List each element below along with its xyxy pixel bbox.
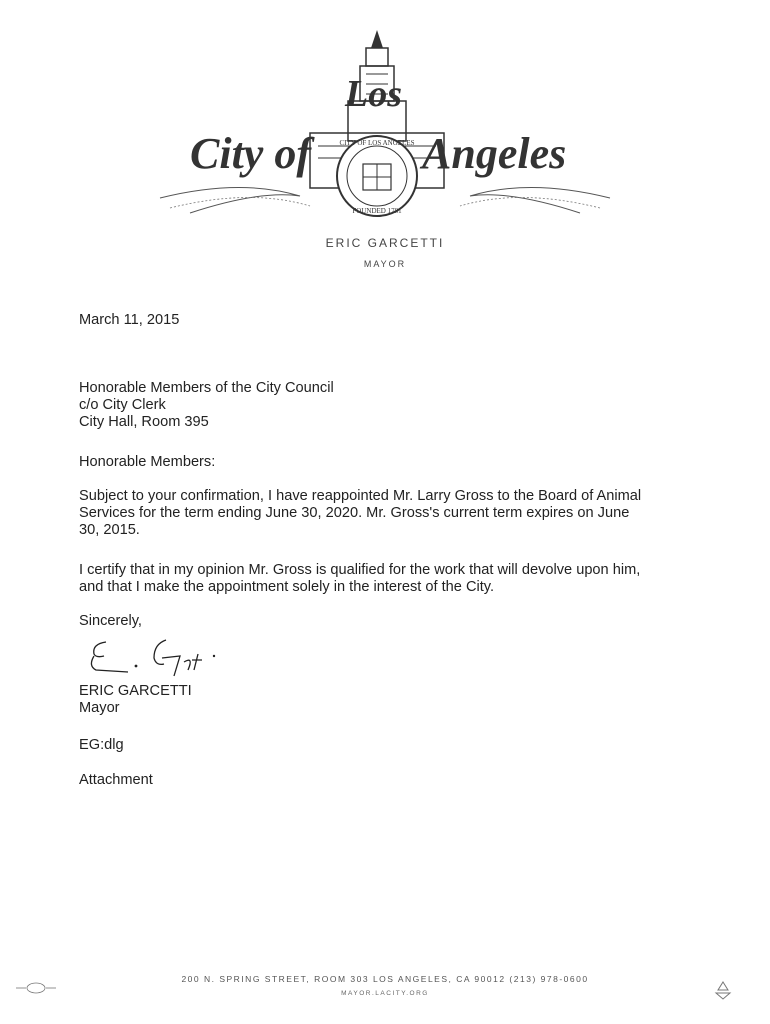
seal-wordmark-left: City of <box>190 129 311 178</box>
footer-address: 200 N. SPRING STREET, ROOM 303 LOS ANGELES, CA 90012 (213) 978-0600 <box>181 974 589 984</box>
recipient-address <box>79 380 679 431</box>
enclosure-note: Attachment <box>79 772 153 788</box>
address-line: c/o City Clerk <box>79 397 166 413</box>
letter-date: March 11, 2015 <box>79 312 180 328</box>
handwritten-signature <box>84 636 224 680</box>
footer-website[interactable]: MAYOR.LACITY.ORG <box>341 990 429 997</box>
seal-wordmark-right: Angeles <box>422 129 567 178</box>
seal-wordmark-center: Los <box>345 73 402 115</box>
letter-paragraph <box>79 488 679 539</box>
paragraph-line: Subject to your confirmation, I have reappointed Mr. Larry Gross to the Board of Animal <box>79 488 642 504</box>
closing: Sincerely, <box>79 613 142 629</box>
signer-name: ERIC GARCETTI <box>79 683 192 699</box>
seal-ring-top: CITY OF LOS ANGELES <box>339 139 415 147</box>
paragraph-line: and that I make the appointment solely in the interest of the City. <box>79 579 495 595</box>
address-line: City Hall, Room 395 <box>79 414 209 430</box>
letterhead <box>0 0 770 290</box>
typist-initials: EG:dlg <box>79 737 124 753</box>
letter-paragraph <box>79 562 679 596</box>
signer-title: Mayor <box>79 700 120 716</box>
paragraph-line: Services for the term ending June 30, 2020. Mr. Gross's current term expires on June <box>79 505 630 521</box>
salutation: Honorable Members: <box>79 454 216 470</box>
address-line: Honorable Members of the City Council <box>79 380 334 396</box>
paragraph-line: 30, 2015. <box>79 522 140 538</box>
seal-ring-bottom: FOUNDED 1781 <box>352 207 402 215</box>
recycle-icon <box>712 979 734 1001</box>
sender-name: ERIC GARCETTI <box>325 236 445 250</box>
sender-title: MAYOR <box>363 259 407 269</box>
paragraph-line: I certify that in my opinion Mr. Gross is qualified for the work that will devolve upon him, <box>79 562 641 578</box>
city-seal-icon <box>150 28 620 233</box>
